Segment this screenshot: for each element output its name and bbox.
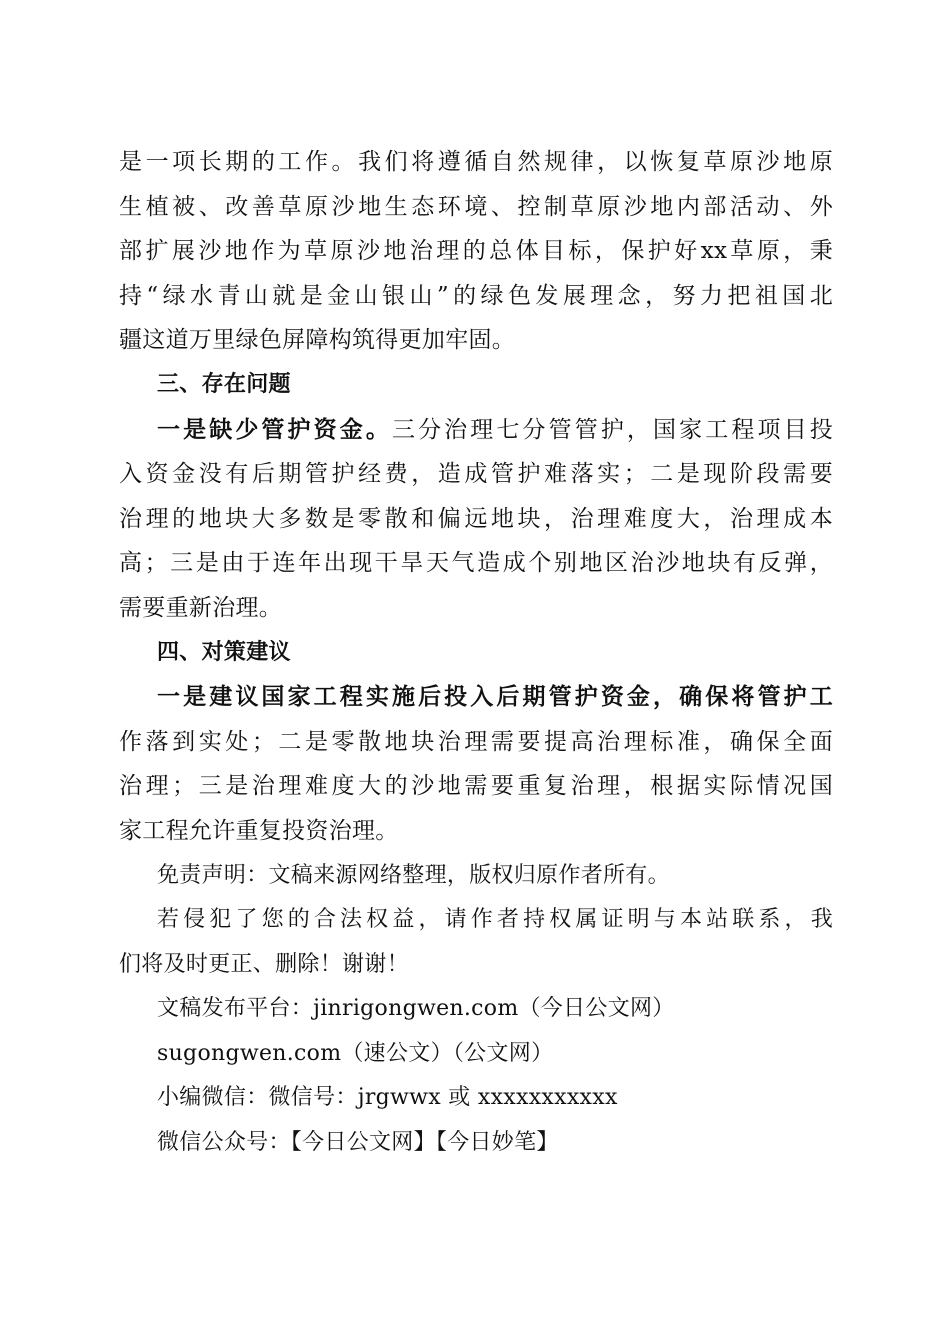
paragraph-line: 治理；三是治理难度大的沙地需要重复治理，根据实际情况国 xyxy=(119,773,833,800)
paragraph-line: 需要重新治理。 xyxy=(119,594,283,621)
editor-wechat: 小编微信：微信号：jrgwwx 或 xxxxxxxxxxx xyxy=(157,1085,618,1111)
paragraph-line: 家工程允许重复投资治理。 xyxy=(119,817,399,844)
paragraph-line: 是一项长期的工作。我们将遵循自然规律，以恢复草原沙地原 xyxy=(119,149,833,175)
paragraph-text: 确保将管护工 xyxy=(679,684,833,711)
section-heading-issues: 三、存在问题 xyxy=(157,371,291,397)
paragraph-line xyxy=(119,675,833,720)
paragraph-lead: 一是建议国家工程实施后投入后期管护资金， xyxy=(157,684,680,711)
paragraph-line: 治理的地块大多数是零散和偏远地块，治理难度大，治理成本 xyxy=(119,505,833,532)
official-account: 微信公众号：【今日公文网】【今日妙笔】 xyxy=(157,1130,559,1156)
disclaimer-text: 免责声明：文稿来源网络整理，版权归原作者所有。 xyxy=(157,862,670,888)
paragraph-line: 疆这道万里绿色屏障构筑得更加牢固。 xyxy=(119,327,516,354)
paragraph-line: 入资金没有后期管护经费，造成管护难落实；二是现阶段需要 xyxy=(119,461,833,488)
document-body xyxy=(119,140,833,1166)
paragraph-line xyxy=(119,408,833,453)
publish-platform-alt: sugongwen.com（速公文）（公文网） xyxy=(157,1040,554,1066)
paragraph-line: 高；三是由于连年出现干旱天气造成个别地区治沙地块有反弹， xyxy=(119,550,833,577)
paragraph-lead: 一是缺少管护资金。 xyxy=(157,416,392,443)
paragraph-line: 作落到实处；二是零散地块治理需要提高治理标准，确保全面 xyxy=(119,728,833,755)
section-heading-suggestions: 四、对策建议 xyxy=(157,639,291,665)
paragraph-text: 三分治理七分管管护，国家工程项目投 xyxy=(391,416,833,443)
paragraph-line: 生植被、改善草原沙地生态环境、控制草原沙地内部活动、外 xyxy=(119,193,833,220)
publish-platform: 文稿发布平台：jinrigongwen.com（今日公文网） xyxy=(157,996,675,1022)
paragraph-line: 部扩展沙地作为草原沙地治理的总体目标，保护好xx草原，秉 xyxy=(119,238,833,265)
paragraph-line: 持“绿水青山就是金山银山”的绿色发展理念，努力把祖国北 xyxy=(119,282,833,309)
infringement-notice: 若侵犯了您的合法权益，请作者持权属证明与本站联系，我 xyxy=(157,907,833,933)
infringement-notice: 们将及时更正、删除！谢谢！ xyxy=(119,951,409,977)
